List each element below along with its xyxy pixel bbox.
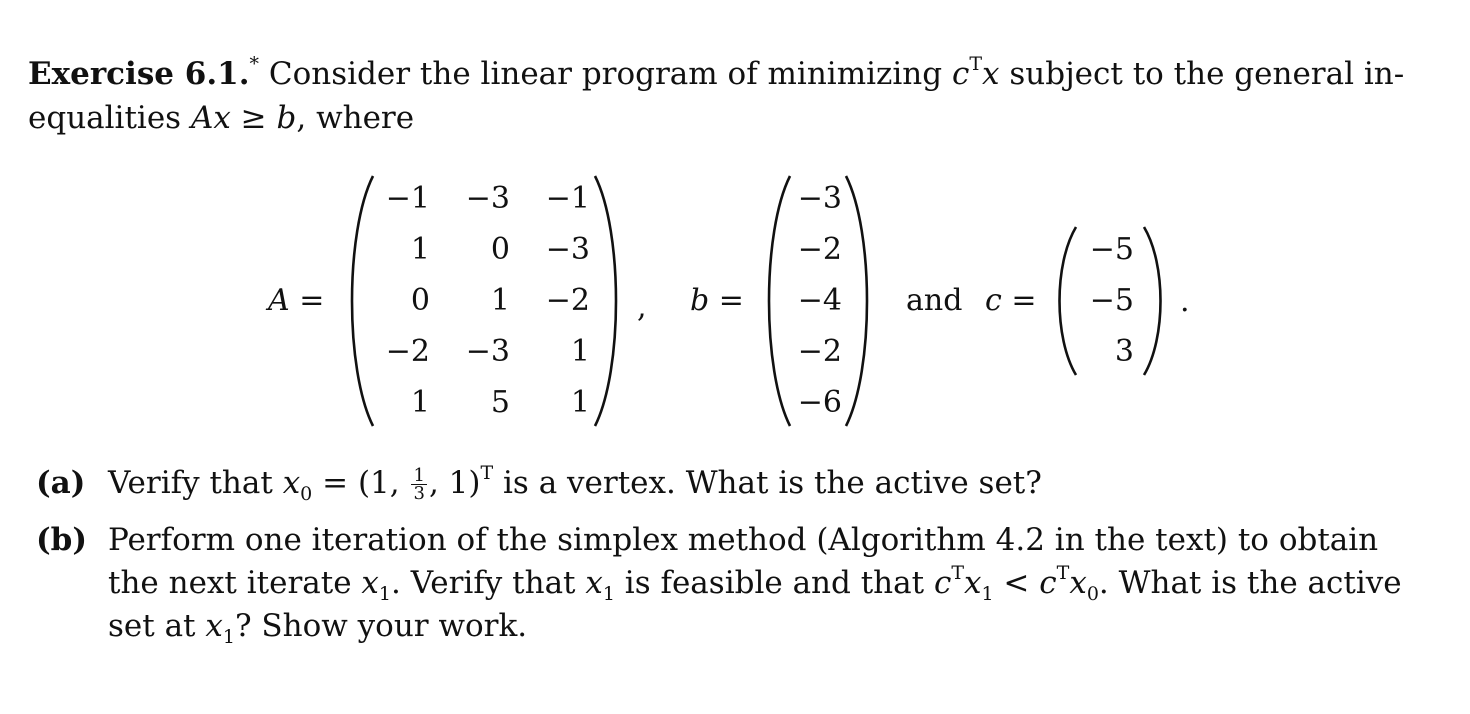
part-b-x1-sub: 1 — [222, 626, 235, 648]
part-b-c: c — [933, 565, 952, 601]
exercise-intro — [28, 52, 1438, 140]
matrix-A-cell: 1 — [570, 385, 590, 420]
part-b-tag: (b) — [36, 522, 88, 558]
vector-b-label: b = — [690, 283, 744, 318]
fraction-denominator: 3 — [413, 483, 425, 504]
part-b-transpose: T — [951, 562, 964, 584]
matrix-A-cell: 1 — [570, 334, 590, 369]
part-b-x1: x — [361, 565, 379, 601]
matrix-A-cell: −3 — [465, 181, 510, 216]
vector-b-cell: −3 — [797, 181, 842, 216]
part-a — [36, 462, 1436, 505]
part-b-transpose: T — [1056, 562, 1070, 584]
intro-line2: equalities — [28, 100, 191, 136]
part-b-x0-sub: 0 — [1086, 583, 1099, 605]
objective-transpose: T — [969, 53, 983, 75]
vector-b-cell: −2 — [797, 334, 842, 369]
part-b-c: c — [1039, 565, 1057, 601]
vector-c-right-paren — [1140, 224, 1170, 378]
part-a-pre: Verify that — [108, 465, 283, 501]
part-a-transpose: T — [480, 462, 494, 484]
matrix-A-cell: −1 — [385, 181, 430, 216]
exercise-parts — [36, 462, 1436, 662]
fraction-numerator: 1 — [413, 465, 425, 486]
vector-c-label: c = — [985, 283, 1037, 318]
vector-c-cell: −5 — [1089, 232, 1134, 267]
part-b-text-1: Perform one iteration of the simplex method (Algorithm 4.2 in the text) to obtain the next iterate — [108, 522, 1379, 601]
vector-b-right-paren — [842, 172, 878, 430]
and-text: and — [906, 283, 963, 318]
objective-c: c — [951, 56, 970, 92]
matrix-A-cell: 1 — [410, 232, 430, 267]
constraint-inequality: Ax ≥ b — [190, 100, 297, 136]
exercise-label: Exercise 6.1. — [28, 56, 250, 92]
part-b-text-5: ? Show your work. — [234, 608, 528, 644]
matrix-A-cell: 1 — [490, 283, 510, 318]
part-a-post: is a vertex. What is the active set? — [493, 465, 1042, 501]
matrix-A-cell: −3 — [545, 232, 590, 267]
vector-c-cell: 3 — [1114, 334, 1134, 369]
vector-b-cell: −6 — [797, 385, 842, 420]
part-b-x1: x — [585, 565, 603, 601]
matrix-A-right-paren — [591, 172, 627, 430]
comma-after-A: , — [637, 290, 647, 325]
part-b-x1: x — [964, 565, 982, 601]
matrix-A-cell: −2 — [545, 283, 590, 318]
vector-c-cell: −5 — [1089, 283, 1134, 318]
part-a-eq: = (1, — [312, 465, 410, 501]
period-after-c: . — [1180, 284, 1190, 319]
vector-b-cell: −4 — [797, 283, 842, 318]
part-b-x1-sub: 1 — [602, 583, 615, 605]
part-a-tuple-end: , 1) — [428, 465, 481, 501]
matrix-A-cell: −1 — [545, 181, 590, 216]
matrix-A-cell: −3 — [465, 334, 510, 369]
part-a-tag: (a) — [36, 465, 86, 501]
matrix-A-cell: 5 — [490, 385, 510, 420]
part-b-x1-sub: 1 — [378, 583, 391, 605]
matrix-A-cell: 0 — [410, 283, 430, 318]
matrix-A-label: A = — [268, 283, 325, 318]
intro-text-1: Consider the linear program of minimizing — [259, 56, 952, 92]
part-b-x1: x — [205, 608, 223, 644]
part-b-text-2: . Verify that — [390, 565, 586, 601]
matrix-A-cell: −2 — [385, 334, 430, 369]
part-b-text-3: is feasible and that — [614, 565, 934, 601]
objective-x: x — [982, 56, 1000, 92]
part-a-x0-sub: 0 — [300, 483, 313, 505]
part-b-x1-sub: 1 — [981, 583, 994, 605]
matrix-A-cell: 1 — [410, 385, 430, 420]
part-b-less-than: < — [993, 565, 1040, 601]
part-b — [36, 519, 1436, 648]
intro-text-2: subject to the general in- — [999, 56, 1405, 92]
part-a-x0: x — [282, 465, 301, 501]
exercise-star: * — [249, 53, 260, 75]
vector-b-cell: −2 — [797, 232, 842, 267]
matrix-A-cell: 0 — [490, 232, 510, 267]
matrix-equation — [0, 172, 1470, 434]
intro-where: , where — [296, 100, 415, 136]
fraction-one-third — [411, 467, 426, 502]
part-b-text-4: . What is the active set at — [108, 565, 1402, 644]
part-b-x0: x — [1069, 565, 1087, 601]
